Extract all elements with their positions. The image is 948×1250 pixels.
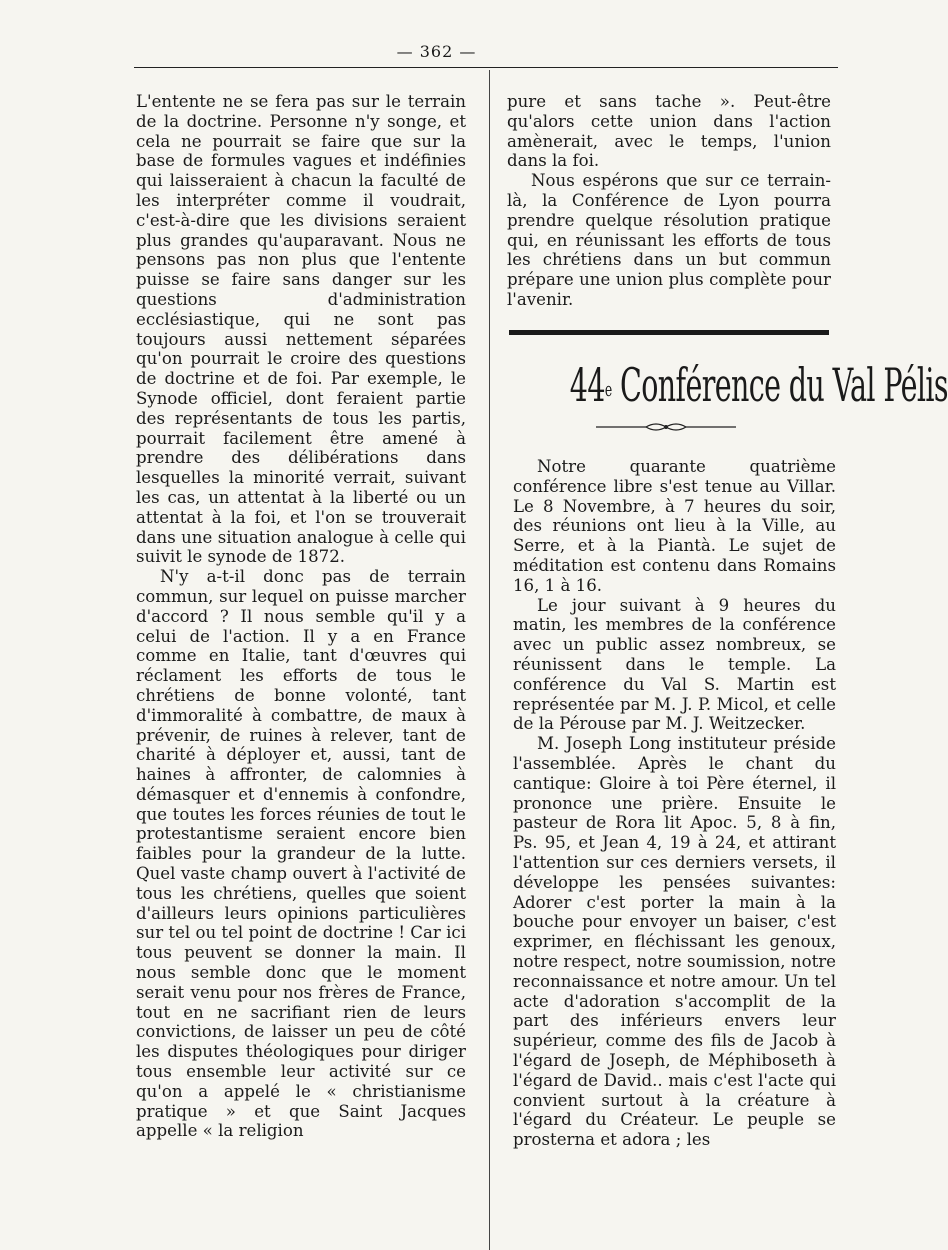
section-heading xyxy=(569,355,948,415)
column-divider xyxy=(489,70,490,1250)
paragraph: M. Joseph Long instituteur préside l'assemblée. Après le chant du cantique: Gloire à toi Père éternel, il prononce une prière. Ensuite le pasteur de Rora lit Apoc. 5, 8 à fin, Ps. 95, et Jean 4, 19 à 24, et attirant l'attention sur ces derniers versets, il développe les pensées suivantes: Adorer c'est porter la main à la bouche pour envoyer un baiser, c'est exprimer, en fléchissant les genoux, notre respect, notre soumission, notre reconnaissance et notre amour. Un tel acte d'adoration s'accomplit de la part des inférieurs envers leur supérieur, comme des fils de Jacob à l'égard de Joseph, de Méphiboseth à l'égard de David.. mais c'est l'acte qui convient surtout à la créature à l'égard du Créateur. Le peuple se prosterna et adora ; les xyxy=(513,734,836,1150)
heading-title: Conférence du Val Pélis xyxy=(620,358,948,412)
heading-number: 44 xyxy=(569,358,605,412)
heading-superscript: e xyxy=(604,377,612,401)
paragraph: pure et sans tache ». Peut-être qu'alors cette union dans l'action amènerait, avec le temps, l'union dans la foi. xyxy=(507,92,831,171)
section-thick-rule xyxy=(509,330,829,335)
paragraph: L'entente ne se fera pas sur le terrain de la doctrine. Personne n'y songe, et cela ne pourrait se faire que sur la base de formules vagues et indéfinies qui laisseraient à chacun la faculté de les interpréter comme il voudrait, c'est-à-dire que les divisions seraient plus grandes qu'auparavant. Nous ne pensons pas non plus que l'entente puisse se faire sans danger sur les questions d'administration ecclésiastique, qui ne sont pas toujours aussi nettement séparées qu'on pourrait le croire des questions de doctrine et de foi. Par exemple, le Synode officiel, dont feraient partie des représentants de tous les partis, pourrait facilement être amené à prendre des délibérations dans lesquelles la minorité verrait, suivant les cas, un attentat à la liberté ou un attentat à la foi, et l'on se trouverait dans une situation analogue à celle qui suivit le synode de 1872. xyxy=(136,92,466,567)
ornament-icon xyxy=(596,420,736,434)
right-column-top xyxy=(507,92,831,310)
paragraph: Nous espérons que sur ce terrain-là, la Conférence de Lyon pourra prendre quelque résolution pratique qui, en réunissant les efforts de tous les chrétiens dans un but commun prépare une union plus complète pour l'avenir. xyxy=(507,171,831,309)
left-column xyxy=(136,92,466,1141)
paragraph: Notre quarante quatrième conférence libre s'est tenue au Villar. Le 8 Novembre, à 7 heures du soir, des réunions ont lieu à la Ville, au Serre, et à la Piantà. Le sujet de méditation est contenu dans Romains 16, 1 à 16. xyxy=(513,457,836,595)
paragraph: Le jour suivant à 9 heures du matin, les membres de la conférence avec un public assez nombreux, se réunissent dans le temple. La conférence du Val S. Martin est représentée par M. J. P. Micol, et celle de la Pérouse par M. J. Weitzecker. xyxy=(513,595,836,734)
top-rule xyxy=(134,67,838,68)
paragraph: N'y a-t-il donc pas de terrain commun, sur lequel on puisse marcher d'accord ? Il nous semble qu'il y a celui de l'action. Il y a en France comme en Italie, tant d'œuvres qui réclament les efforts de tous le chrétiens de bonne volonté, tant d'immoralité à combattre, de maux à prévenir, de ruines à relever, tant de charité à déployer et, aussi, tant de haines à affronter, de calomnies à démasquer et d'ennemis à confondre, que toutes les forces réunies de tout le protestantisme seraient encore bien faibles pour la grandeur de la lutte. Quel vaste champ ouvert à l'activité de tous les chrétiens, quelles que soient d'ailleurs leurs opinions particulières sur tel ou tel point de doctrine ! Car ici tous peuvent se donner la main. Il nous semble donc que le moment serait venu pour nos frères de France, tout en ne sacrifiant rien de leurs convictions, de laisser un peu de côté les disputes théologiques pour diriger tous ensemble leur activité sur ce qu'on a appelé le « christianisme pratique » et que Saint Jacques appelle « la religion xyxy=(136,567,467,1141)
right-column-bottom xyxy=(513,457,836,1150)
page-number: — 362 — xyxy=(396,42,477,61)
